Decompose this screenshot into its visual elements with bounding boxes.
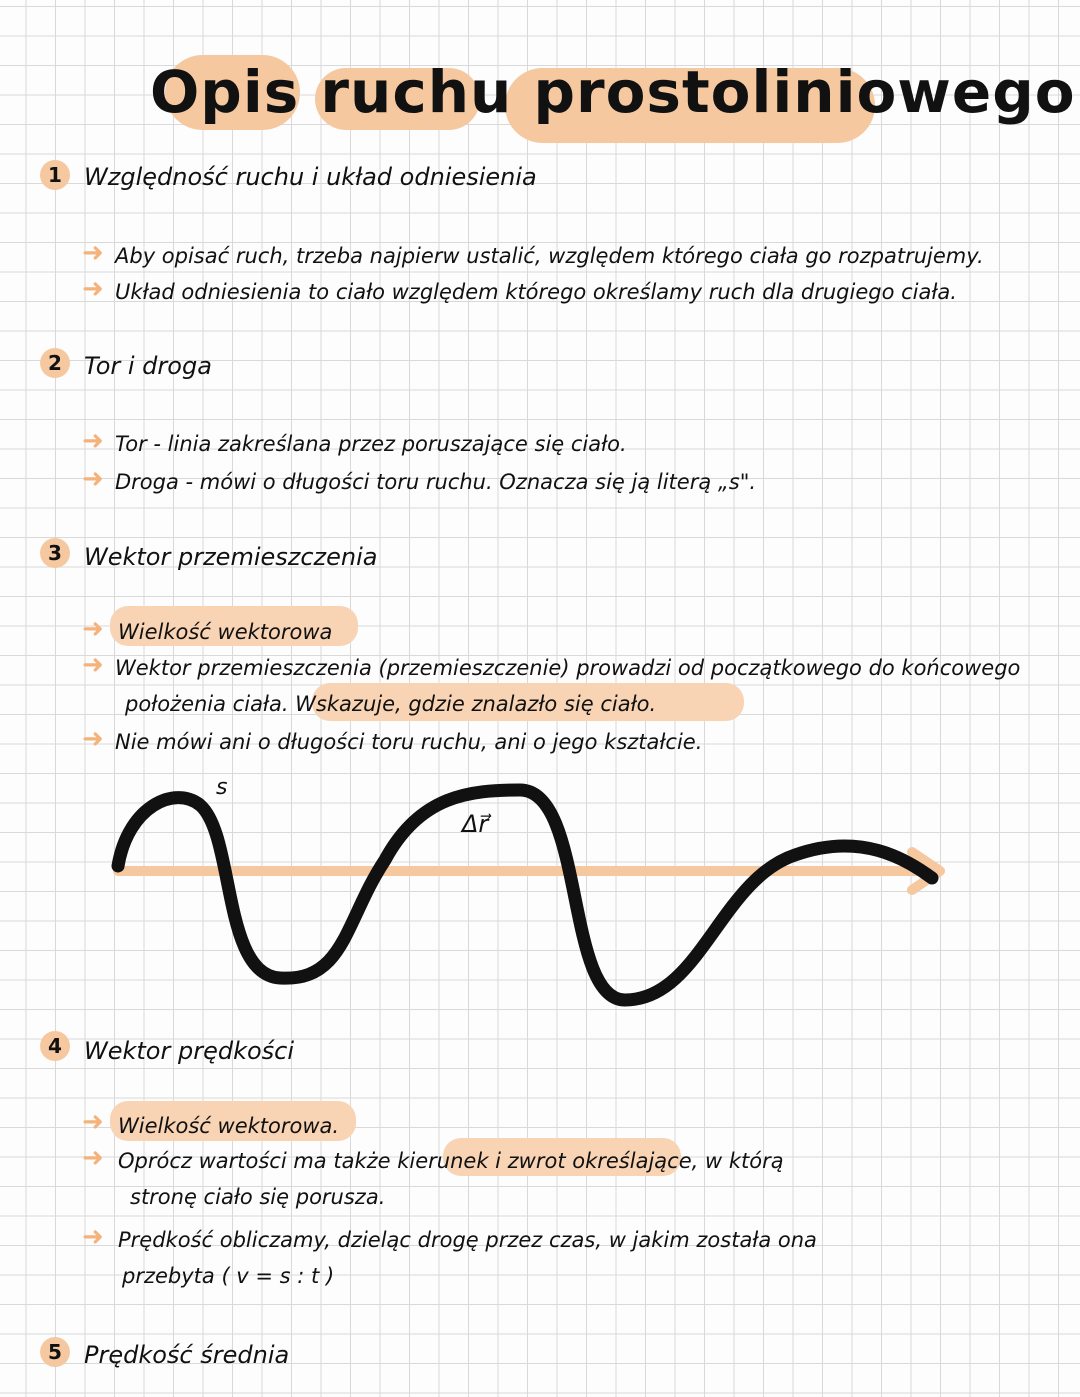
section-heading: Wektor przemieszczenia xyxy=(84,543,378,571)
note-line: Układ odniesienia to ciało względem którego określamy ruch dla drugiego ciała. xyxy=(115,280,957,304)
section-number: 5 xyxy=(40,1337,70,1367)
motion-path xyxy=(118,790,932,1000)
page-title: Opis ruchu prostoliniowego xyxy=(150,58,1076,126)
arrow-right-icon: ➜ xyxy=(82,274,104,304)
arrow-right-icon: ➜ xyxy=(82,614,104,644)
arrow-right-icon: ➜ xyxy=(82,1143,104,1173)
note-line: Aby opisać ruch, trzeba najpierw ustalić, względem którego ciała go rozpatrujemy. xyxy=(115,244,984,268)
arrow-right-icon: ➜ xyxy=(82,1107,104,1137)
section-number: 4 xyxy=(40,1031,70,1061)
note-line: Nie mówi ani o długości toru ruchu, ani o jego kształcie. xyxy=(115,730,703,754)
note-line: Wektor przemieszczenia (przemieszczenie) prowadzi od początkowego do końcowego xyxy=(115,656,1021,680)
section-number: 1 xyxy=(40,160,70,190)
arrow-right-icon: ➜ xyxy=(82,426,104,456)
note-line: stronę ciało się porusza. xyxy=(130,1185,386,1209)
note-line: Wielkość wektorowa xyxy=(118,620,333,644)
note-line: Prędkość obliczamy, dzieląc drogę przez czas, w jakim została ona xyxy=(118,1228,817,1252)
section-heading: Prędkość średnia xyxy=(84,1341,290,1369)
vector-label: Δr⃗ xyxy=(462,810,489,838)
note-line: Tor - linia zakreślana przez poruszające się ciało. xyxy=(115,432,627,456)
note-line: Oprócz wartości ma także kierunek i zwrot określające, w którą xyxy=(118,1149,784,1173)
note-line: Droga - mówi o długości toru ruchu. Oznacza się ją literą „s". xyxy=(115,470,757,494)
arrow-right-icon: ➜ xyxy=(82,650,104,680)
arrow-right-icon: ➜ xyxy=(82,464,104,494)
arrow-right-icon: ➜ xyxy=(82,1222,104,1252)
note-line: Wielkość wektorowa. xyxy=(118,1114,340,1138)
section-number: 3 xyxy=(40,538,70,568)
path-label: s xyxy=(216,775,228,800)
note-line: przebyta ( v = s : t ) xyxy=(122,1264,335,1288)
section-heading: Względność ruchu i układ odniesienia xyxy=(84,163,537,191)
note-line: położenia ciała. Wskazuje, gdzie znalazło się ciało. xyxy=(125,692,657,716)
arrow-right-icon: ➜ xyxy=(82,724,104,754)
arrow-right-icon: ➜ xyxy=(82,238,104,268)
section-number: 2 xyxy=(40,348,70,378)
section-heading: Tor i droga xyxy=(84,352,212,380)
section-heading: Wektor prędkości xyxy=(84,1037,295,1065)
